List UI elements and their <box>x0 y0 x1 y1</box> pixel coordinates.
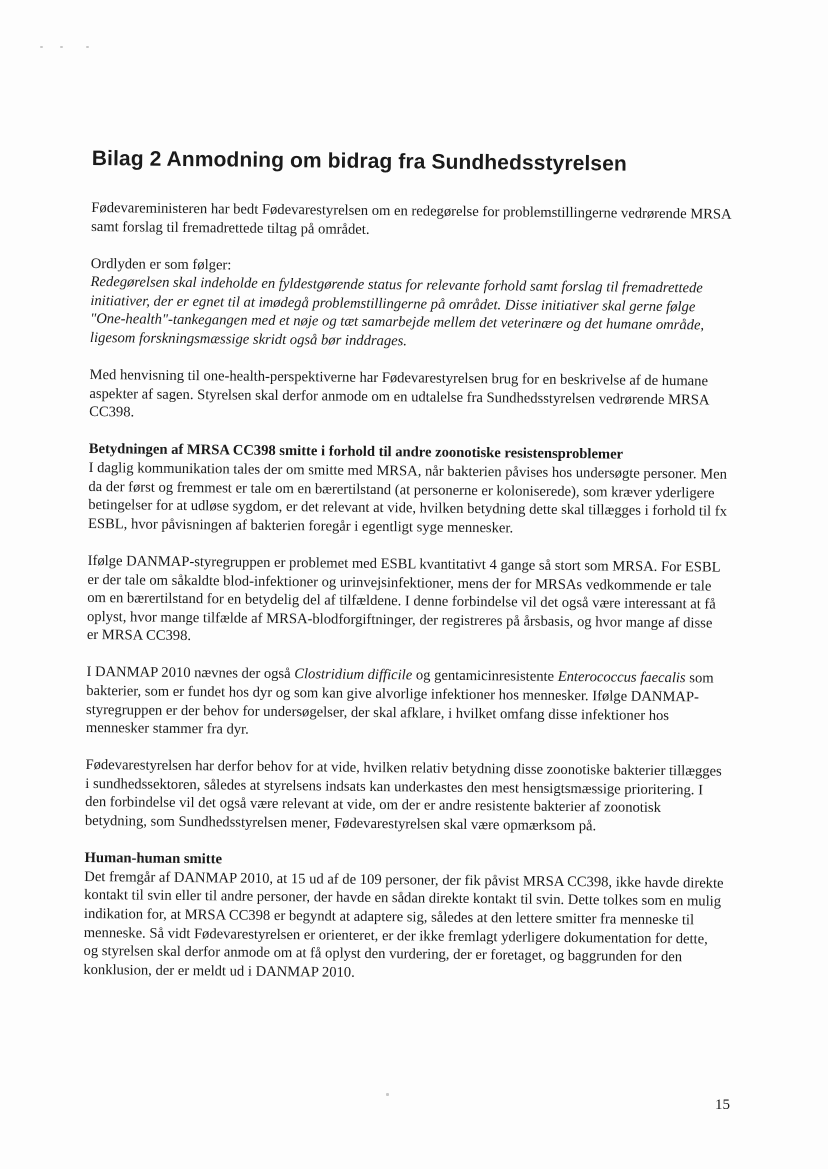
page-title: Bilag 2 Anmodning om bidrag fra Sundhedsstyrelsen <box>91 146 627 176</box>
danmap-text-middle: og gentamicinresistente <box>412 667 558 686</box>
section-significance <box>88 440 729 540</box>
document-body <box>83 145 732 1004</box>
one-health-paragraph: Med henvisning til one-health-perspektiverne har Fødevarestyrelsen brug for en beskrivelse af de humane aspekter af sagen. Styrelsen skal derfor anmode om en udtalelse fra Sundhedsstyrelsen vedrørende MRSA CC398. <box>89 367 709 421</box>
species-name-clostridium: Clostridium difficile <box>294 666 413 684</box>
scan-speck <box>386 1093 389 1096</box>
section-text: Det fremgår af DANMAP 2010, at 15 ud af de 109 personer, der fik påvist MRSA CC398, ikke havde direkte kontakt til svin eller til andre personer, der havde en sådan direkte kontakt til svin. Dette tolkes som en mulig indikation for, at MRSA CC398 er begyndt at adaptere sig, således at den lettere smitter fra menneske til menneske. Så vidt Fødevarestyrelsen er orienteret, er der ikke fremlagt yderligere dokumentation for dette, og styrelsen skal derfor anmode om at få oplyst den vurdering, der er foretaget, og baggrunden for den konklusion, der er meldt ud i DANMAP 2010. <box>83 868 724 981</box>
species-name-enterococcus: Enterococcus faecalis <box>557 669 686 687</box>
section-heading: Human-human smitte <box>84 850 223 868</box>
quote-paragraph <box>90 255 731 355</box>
danmap-text-start: I DANMAP 2010 nævnes der også <box>86 664 295 683</box>
scan-speck <box>86 46 89 48</box>
quote-label: Ordlyden er som følger: <box>90 255 232 274</box>
esbl-paragraph: Ifølge DANMAP-styregruppen er problemet med ESBL kvantitativt 4 gange så stort som MRSA. For ESBL er der tale om såkaldte blod-infektioner og urinvejsinfektioner, mens der for MRSAs vedkommende er tale om en bærertilstand for en betydelig del af tilfældene. I denne forbindelse vil det også være interessant at få oplyst, hvor mange tilfælde af MRSA-blodforgiftninger, der registreres på årsbasis, og hvor mange af disse er MRSA CC398. <box>86 552 721 645</box>
section-heading: Betydningen af MRSA CC398 smitte i forhold til andre zoonotiske resistensproblemer <box>88 441 624 464</box>
danmap-paragraph <box>86 663 727 744</box>
scan-speck <box>60 46 63 48</box>
scan-speck <box>40 46 43 48</box>
section-text: I daglig kommunikation tales der om smitte med MRSA, når bakterien påvises hos undersøgte personer. Men da der først og fremmest er tale om en bærertilstand (at personerne er koloniserede), som kræver yderligere betingelser for at udløse sygdom, er det relevant at vide, hvilken betydning dette skal tillægges i forhold til fx ESBL, hvor påvisningen af bakterien foregår i egentligt syge mennesker. <box>87 460 728 537</box>
intro-paragraph: Fødevareministeren har bedt Fødevarestyrelsen om en redegørelse for problemstillingerne vedrørende MRSA samt forslag til fremadrettede tiltag på området. <box>91 199 731 238</box>
quote-text: Redegørelsen skal indeholde en fyldestgørende status for relevante forhold samt forslag til fremadrettede initiativer, der er egnet til at imødegå problemstillingerne på området. Disse initiativer skal gerne følge "One-health"-tankegangen med et nøje og tæt samarbejde mellem det veterinære og det humane område, ligesom forskningsmæssige skridt også bør inddrages. <box>89 274 705 350</box>
section-human-human <box>83 849 724 986</box>
page-number: 15 <box>715 1097 730 1113</box>
priority-paragraph: Fødevarestyrelsen har derfor behov for at vide, hvilken relativ betydning disse zoonotiske bakterier tillægges i sundhedssektoren, således at styrelsens indsats kan underkastes den mest hensigtsmæssige prioritering. I den forbindelse vil det også være relevant at vide, om der er andre resistente bakterier af zoonotisk betydning, som Sundhedsstyrelsen mener, Fødevarestyrelsen skal være opmærksom på. <box>84 757 722 835</box>
danmap-text-end: som bakterier, som er fundet hos dyr og som kan give alvorlige infektioner hos mennesker. Ifølge DANMAP-styregruppen er der behov for undersøgelser, der skal afklare, i hvilket omfang disse infektioner hos mennesker stammer fra dyr. <box>85 670 714 738</box>
